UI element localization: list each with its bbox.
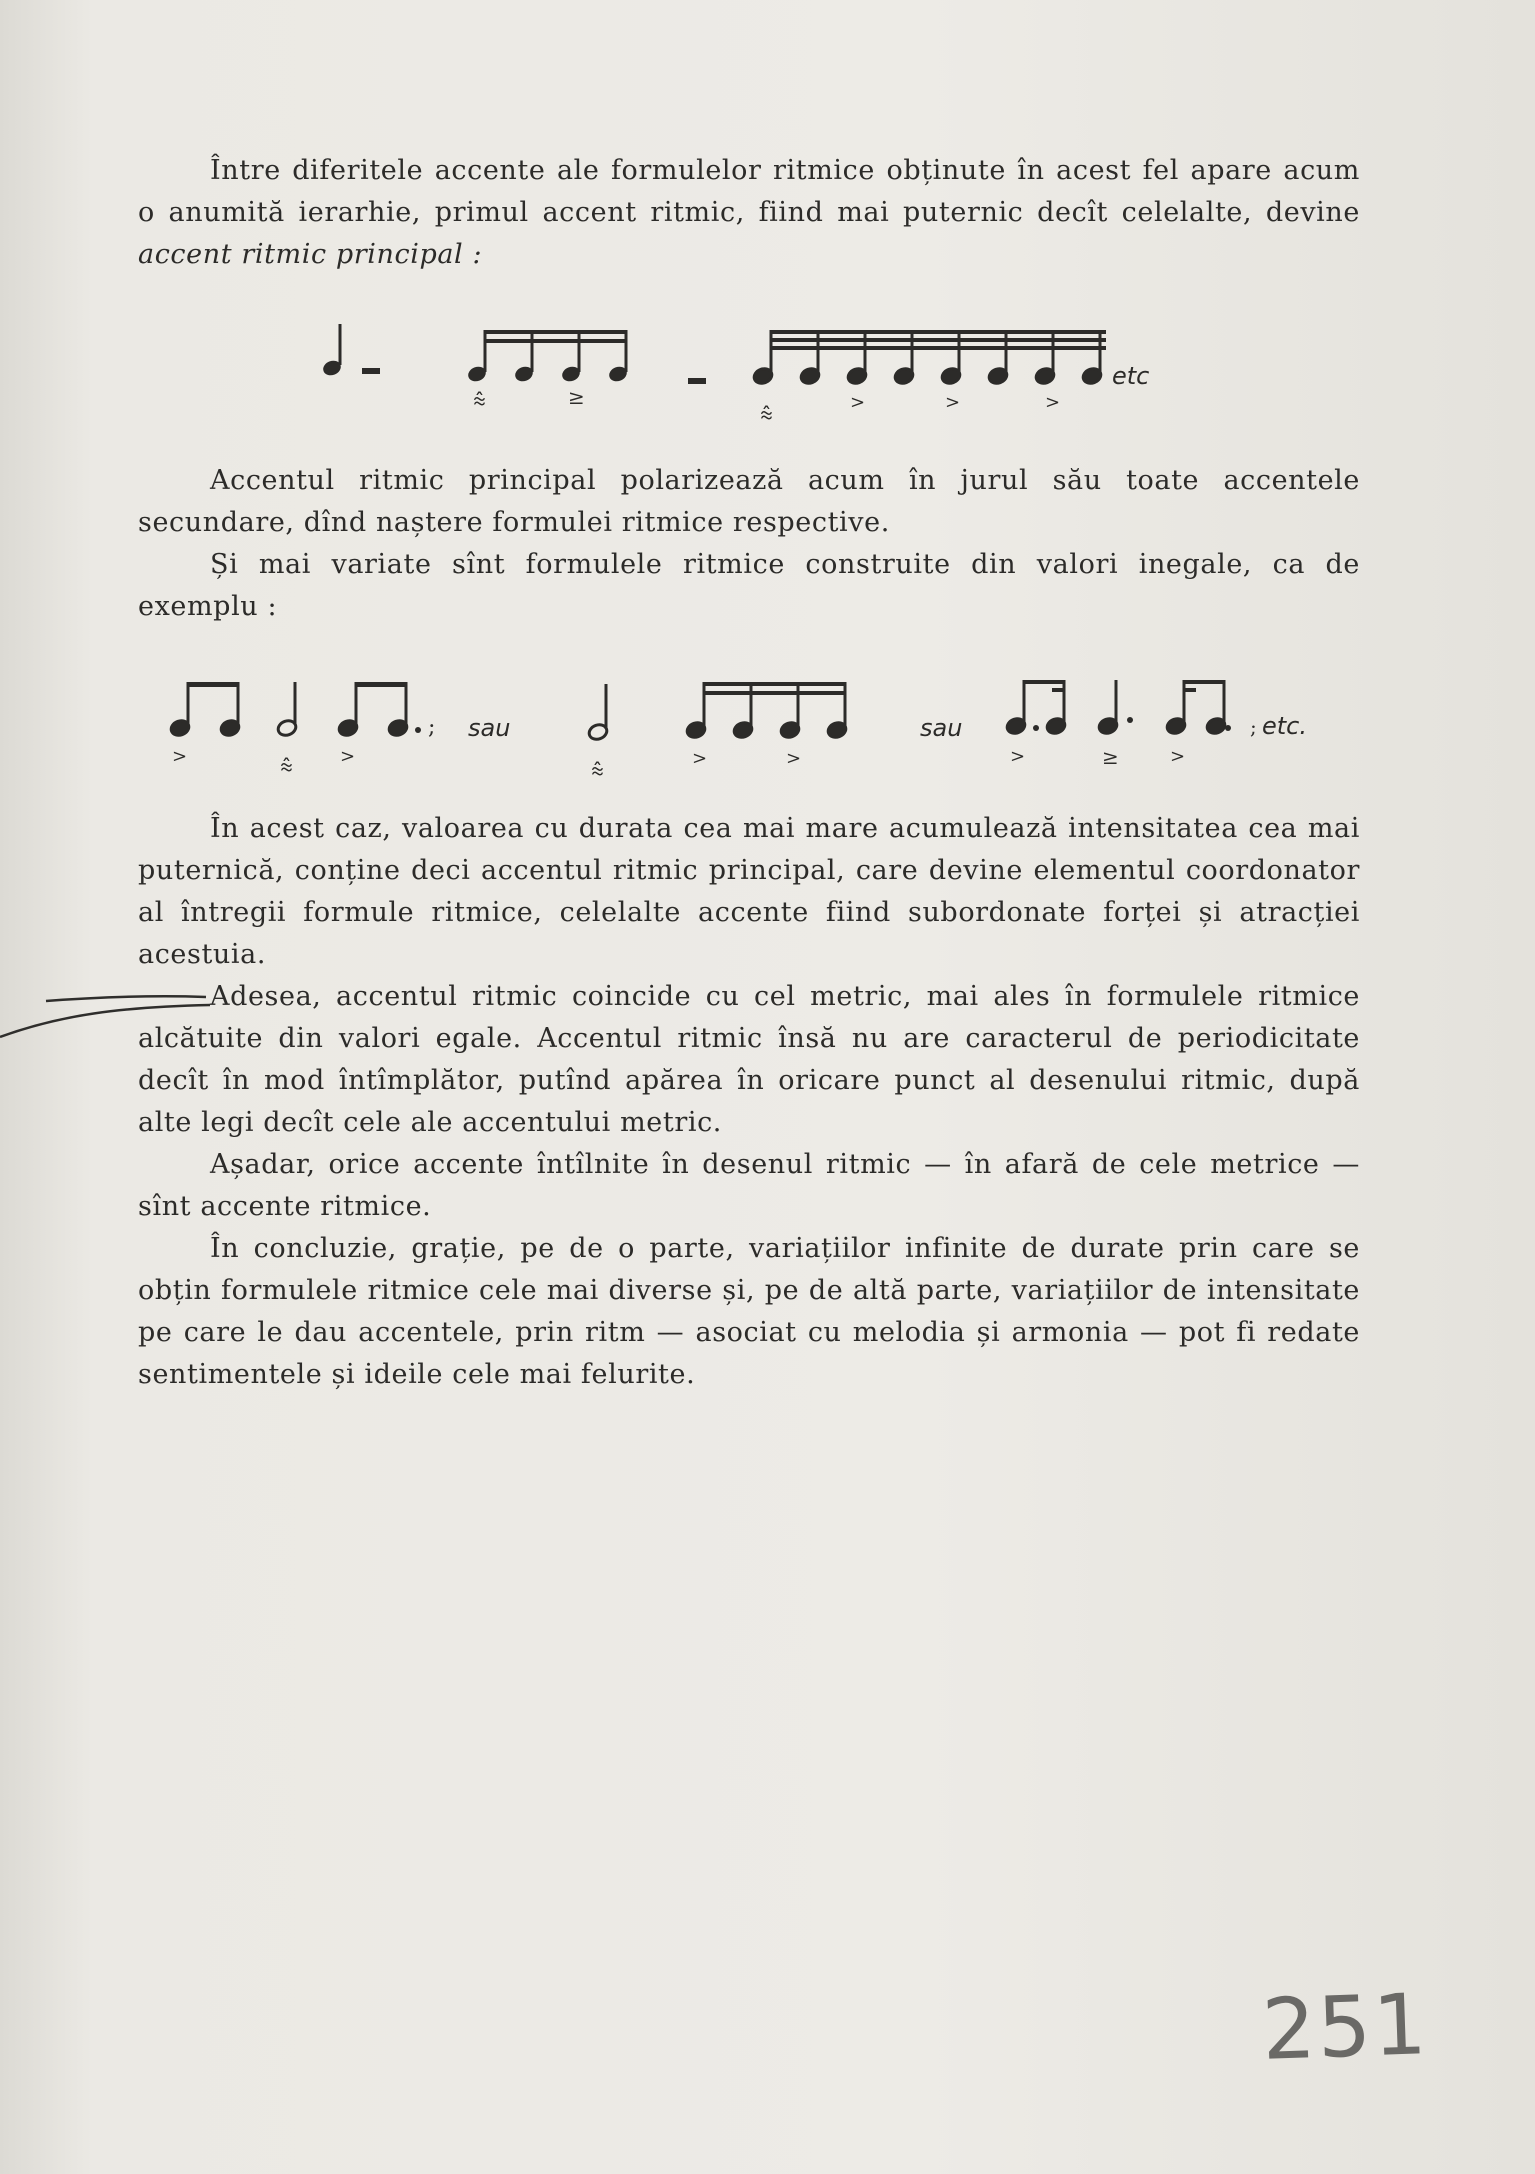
svg-text:>: > — [1010, 746, 1026, 767]
paragraph-6-text: Așadar, orice accente întîlnite în desenul ritmic — în afară de cele metrice — sînt accente ritmice. — [138, 1149, 1360, 1222]
sixteenth-notes-group-icon — [685, 682, 848, 769]
dotted-quarter-note-icon — [1097, 680, 1133, 769]
svg-text:⩯: ⩯ — [760, 403, 773, 428]
dotted-eighth-group-icon — [1005, 680, 1067, 767]
svg-text:;: ; — [428, 715, 436, 740]
svg-text:>: > — [172, 746, 188, 767]
rhythm-example-1 — [0, 312, 1535, 432]
paragraph-1-emphasis: accent ritmic principal : — [138, 239, 483, 270]
svg-text:>: > — [1045, 392, 1061, 413]
svg-text:>: > — [692, 748, 708, 769]
paragraph-2-text: Accentul ritmic principal polarizează acum în jurul său toate accentele secundare, dînd naștere formulei ritmice respective. — [138, 465, 1360, 538]
paragraph-3-text: Și mai variate sînt formulele ritmice construite din valori inegale, ca de exemplu : — [138, 549, 1360, 622]
svg-text:≥: ≥ — [568, 385, 585, 409]
sau-label-2: sau — [920, 714, 963, 742]
svg-text:>: > — [340, 746, 356, 767]
paragraph-1-text: Între diferitele accente ale formulelor ritmice obținute în acest fel apare acum o anumită ierarhie, primul accent ritmic, fiind mai puternic decît celelalte, devine — [138, 155, 1360, 228]
paragraph-5-text: Adesea, accentul ritmic coincide cu cel metric, mai ales în formulele ritmice alcătuite din valori egale. Accentul ritmic însă nu are caracterul de periodicitate decît în mod întîmplător, putînd apărea în oricare punct al desenului ritmic, după alte legi decît cele ale accentului metric. — [138, 981, 1360, 1138]
half-note-icon — [587, 684, 609, 784]
svg-text:>: > — [786, 748, 802, 769]
half-rest-icon — [362, 368, 380, 374]
sau-label-1: sau — [468, 714, 511, 742]
paragraph-3 — [138, 544, 1360, 628]
paragraph-5 — [138, 976, 1360, 1144]
thirty-second-notes-group-icon — [752, 330, 1106, 428]
dotted-eighth-group-icon — [1165, 680, 1231, 767]
paragraph-1 — [138, 150, 1360, 276]
paragraph-2 — [138, 460, 1360, 544]
svg-text:⩯: ⩯ — [280, 755, 293, 780]
half-note-icon — [276, 682, 298, 780]
rhythm-example-2 — [0, 668, 1535, 788]
svg-text:>: > — [850, 392, 866, 413]
svg-text:⩯: ⩯ — [591, 759, 604, 784]
quarter-note-icon — [321, 324, 343, 378]
paragraph-7-text: În concluzie, grație, pe de o parte, variațiilor infinite de durate prin care se obțin formulele ritmice cele mai diverse și, pe de altă parte, variațiilor de intensitate pe care le dau accentele, prin ritm — asociat cu melodia și armonia — pot fi redate sentimentele și ideile cele mai felurite. — [138, 1233, 1360, 1390]
pen-mark-icon — [0, 985, 240, 1045]
paragraph-7 — [138, 1228, 1360, 1396]
dotted-eighth-group-icon — [337, 682, 435, 767]
rest-icon: ; — [1250, 715, 1257, 739]
eighth-notes-group-icon — [169, 682, 241, 767]
svg-text:>: > — [945, 392, 961, 413]
sixteenth-notes-group-icon — [466, 330, 629, 414]
svg-text:⩯: ⩯ — [473, 389, 486, 414]
paragraph-4-text: În acest caz, valoarea cu durata cea mai mare acumulează intensitatea cea mai puternică, conține deci accentul ritmic principal, care devine elementul coordonator al întregii formule ritmice, celelalte accente fiind subordonate forței și atracției acestuia. — [138, 813, 1360, 970]
etc-label: etc. — [1262, 712, 1307, 740]
page-number: 251 — [1260, 1975, 1431, 2079]
svg-text:≥: ≥ — [1102, 745, 1119, 769]
paragraph-4 — [138, 808, 1360, 976]
etc-label: etc — [1112, 362, 1150, 390]
rest-icon — [688, 378, 706, 384]
paragraph-6 — [138, 1144, 1360, 1228]
svg-text:>: > — [1170, 746, 1186, 767]
